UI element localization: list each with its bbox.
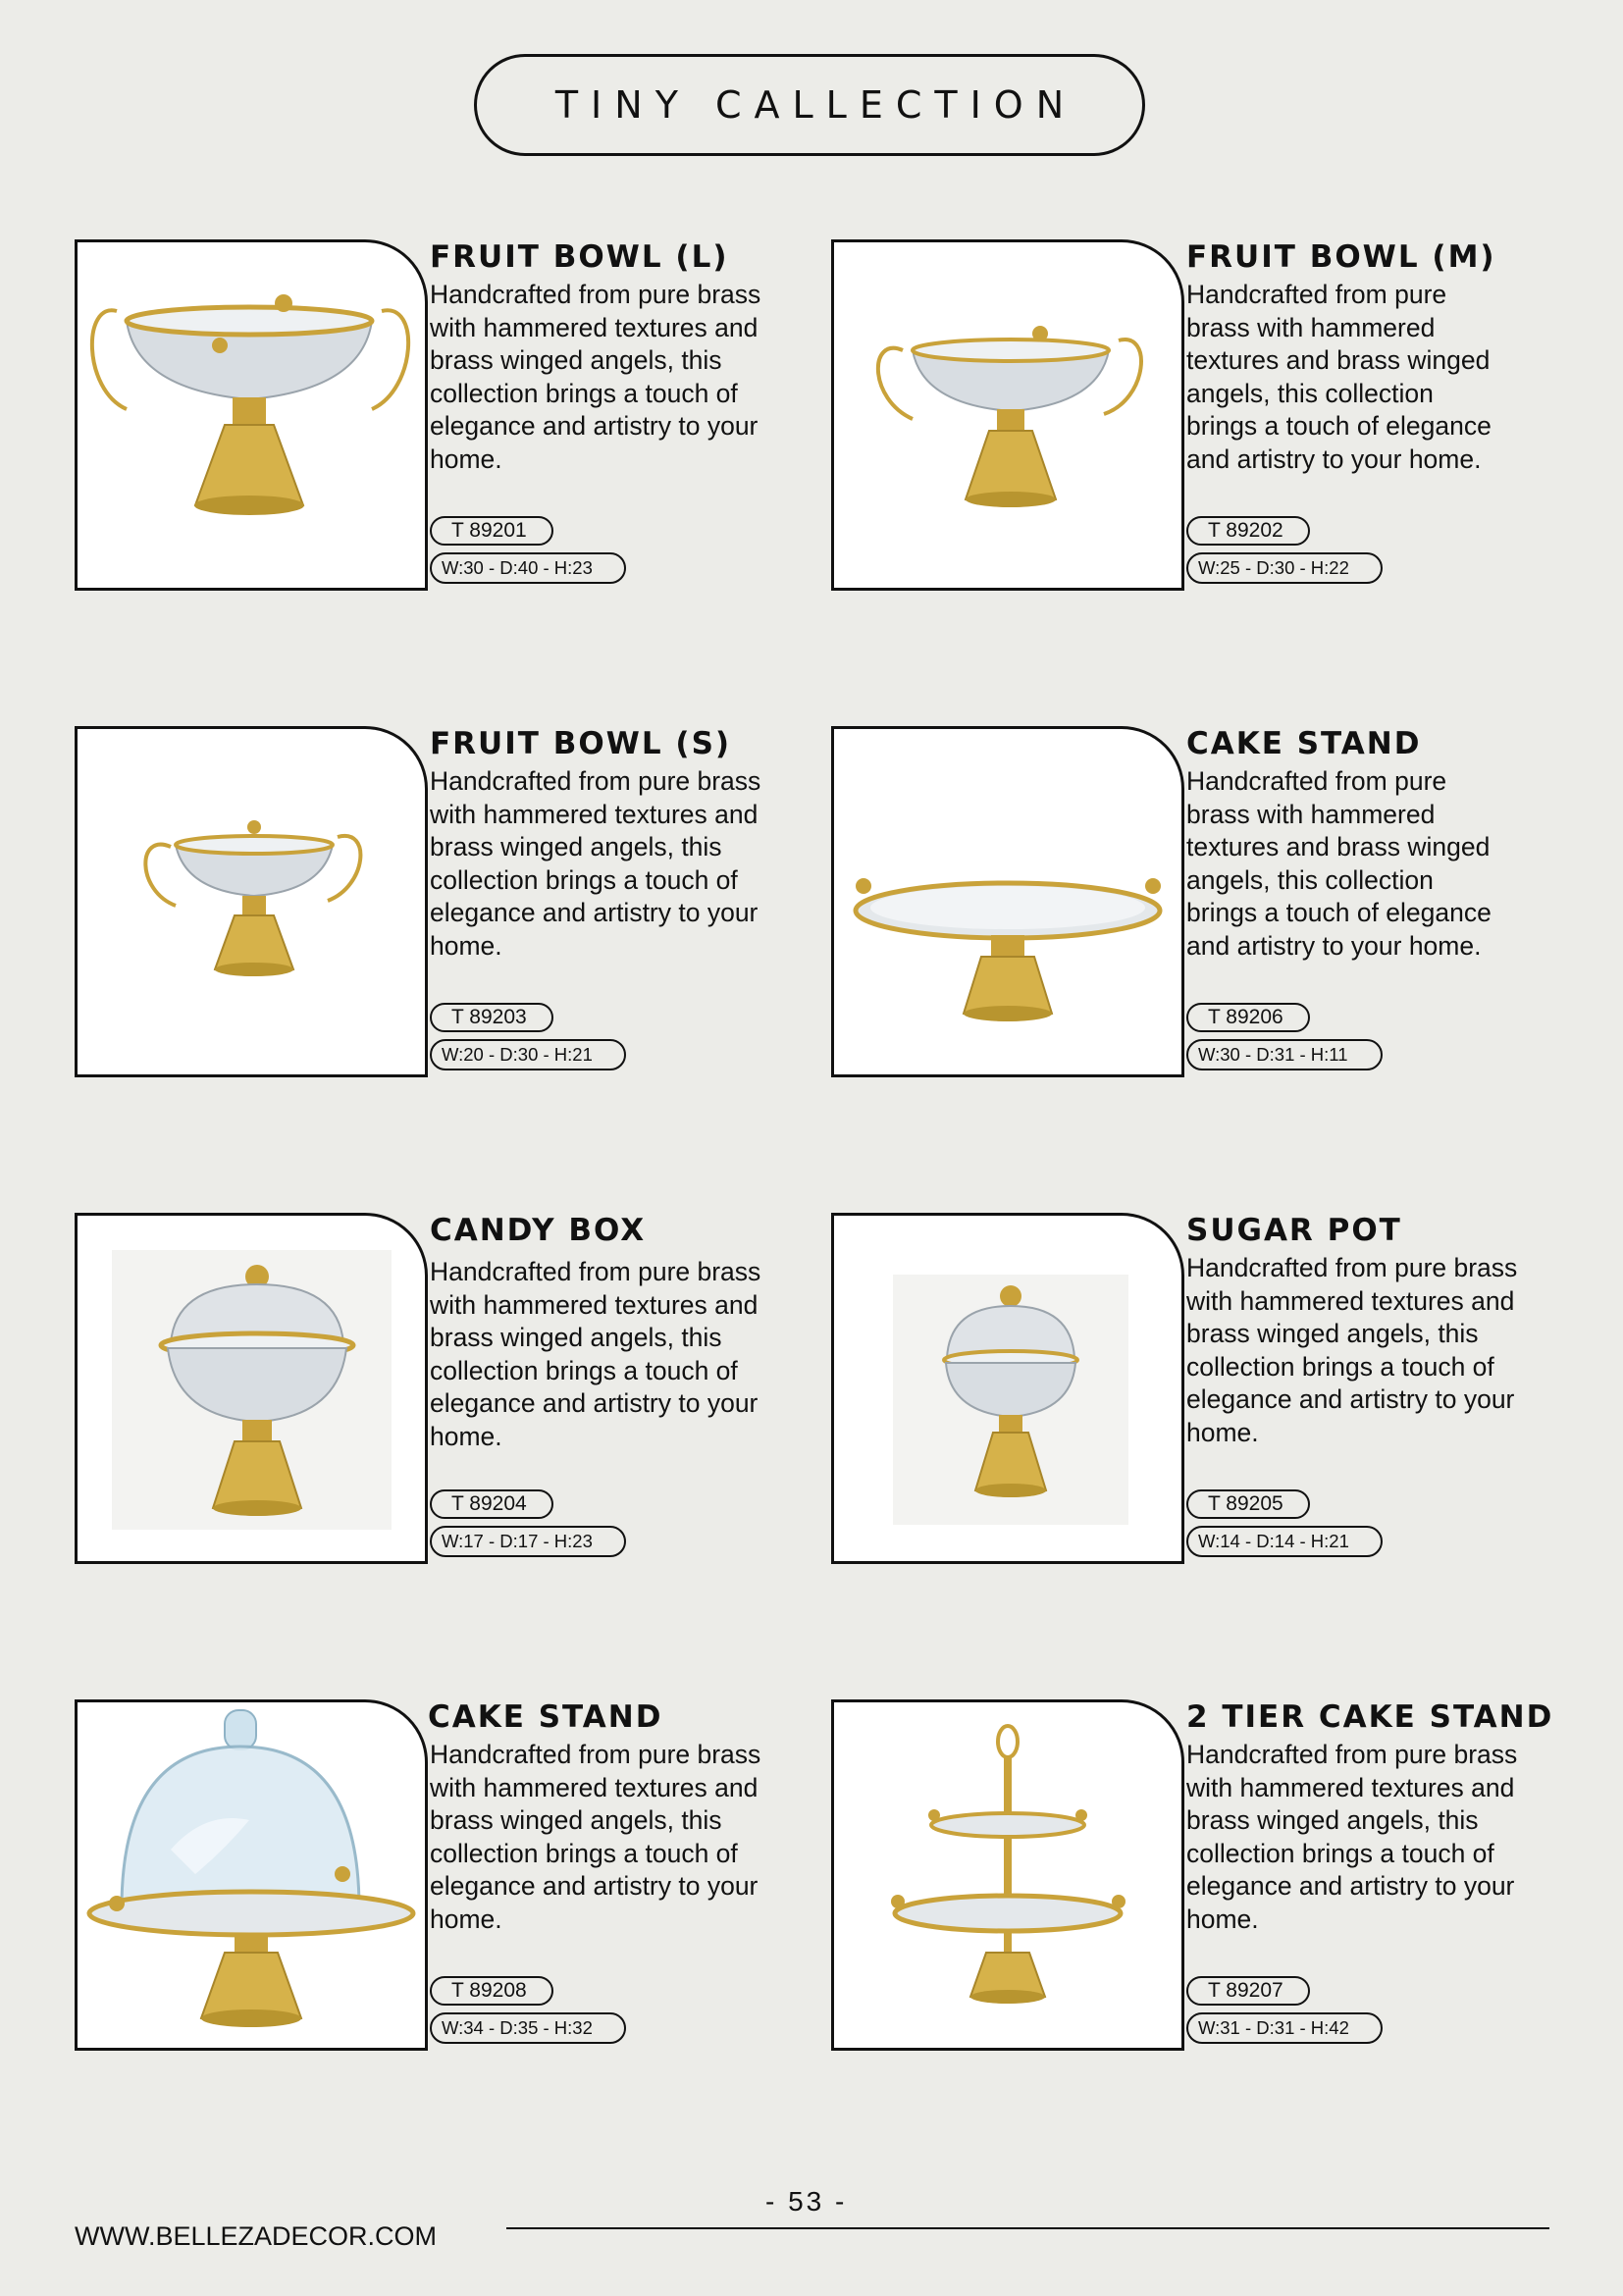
product-dimensions-badge: W:30 - D:31 - H:11 — [1186, 1039, 1383, 1070]
product-dimensions-badge: W:17 - D:17 - H:23 — [430, 1526, 626, 1557]
product-code-badge: T 89207 — [1186, 1976, 1310, 2006]
product-name: CAKE STAND — [428, 1699, 663, 1735]
product-description: Handcrafted from pure brass with hammered textures and brass winged angels, this collection brings a touch of elegance and artistry to your home. — [430, 1740, 761, 1934]
collection-title: TINY CALLECTION — [474, 54, 1145, 156]
product-description: Handcrafted from pure brass with hammered textures and brass winged angels, this collection brings a touch of elegance and artistry to your home. — [430, 280, 761, 474]
product-name: FRUIT BOWL (M) — [1186, 239, 1496, 275]
product-card — [831, 239, 1577, 593]
product-description: Handcrafted from pure brass with hammered textures and brass winged angels, this collection brings a touch of elegance and artistry to your home. — [430, 1257, 761, 1451]
product-dimensions-badge: W:25 - D:30 - H:22 — [1186, 552, 1383, 584]
product-description: Handcrafted from pure brass with hammered textures and brass winged angels, this collection brings a touch of elegance and artistry to your home. — [430, 766, 761, 961]
footer-divider — [506, 2227, 1549, 2229]
product-card — [75, 1699, 820, 2053]
product-dimensions-badge: W:14 - D:14 - H:21 — [1186, 1526, 1383, 1557]
product-card — [75, 726, 820, 1079]
product-code-badge: T 89205 — [1186, 1489, 1310, 1519]
product-description: Handcrafted from pure brass with hammered textures and brass winged angels, this collection brings a touch of elegance and artistry to your home. — [1186, 766, 1492, 961]
product-card — [831, 726, 1577, 1079]
product-code-badge: T 89203 — [430, 1003, 553, 1032]
product-code-badge: T 89206 — [1186, 1003, 1310, 1032]
product-card — [75, 239, 820, 593]
product-photo-frame — [75, 726, 428, 1077]
product-photo-frame — [75, 1213, 428, 1564]
product-code-badge: T 89201 — [430, 516, 553, 546]
fruit-bowl-medium-photo — [834, 242, 1181, 588]
product-photo-frame — [831, 1699, 1184, 2051]
fruit-bowl-small-photo — [78, 729, 425, 1074]
two-tier-cake-stand-photo — [834, 1702, 1181, 2048]
page-number: - 53 - — [765, 2186, 848, 2217]
website-url: WWW.BELLEZADECOR.COM — [75, 2221, 438, 2251]
product-name: CAKE STAND — [1186, 726, 1422, 761]
product-description: Handcrafted from pure brass with hammered textures and brass winged angels, this collection brings a touch of elegance and artistry to your home. — [1186, 280, 1492, 474]
product-card — [831, 1213, 1577, 1566]
cake-stand-glass-dome-photo — [78, 1702, 425, 2048]
product-photo-frame — [831, 1213, 1184, 1564]
product-name: 2 TIER CAKE STAND — [1186, 1699, 1554, 1735]
fruit-bowl-large-photo — [78, 242, 425, 588]
product-code-badge: T 89208 — [430, 1976, 553, 2006]
product-dimensions-badge: W:20 - D:30 - H:21 — [430, 1039, 626, 1070]
product-photo-frame — [831, 726, 1184, 1077]
product-name: SUGAR POT — [1186, 1213, 1402, 1248]
product-dimensions-badge: W:34 - D:35 - H:32 — [430, 2012, 626, 2044]
product-code-badge: T 89204 — [430, 1489, 553, 1519]
product-card — [831, 1699, 1577, 2053]
product-dimensions-badge: W:31 - D:31 - H:42 — [1186, 2012, 1383, 2044]
product-name: FRUIT BOWL (L) — [430, 239, 729, 275]
cake-stand-photo — [834, 729, 1181, 1074]
product-photo-frame — [831, 239, 1184, 591]
product-photo-frame — [75, 239, 428, 591]
sugar-pot-photo — [834, 1216, 1181, 1561]
product-dimensions-badge: W:30 - D:40 - H:23 — [430, 552, 626, 584]
product-card — [75, 1213, 820, 1566]
product-code-badge: T 89202 — [1186, 516, 1310, 546]
product-name: CANDY BOX — [430, 1213, 647, 1248]
product-description: Handcrafted from pure brass with hammered textures and brass winged angels, this collection brings a touch of elegance and artistry to your home. — [1186, 1740, 1518, 1934]
product-description: Handcrafted from pure brass with hammered textures and brass winged angels, this collection brings a touch of elegance and artistry to your home. — [1186, 1253, 1518, 1447]
product-name: FRUIT BOWL (S) — [430, 726, 732, 761]
candy-box-photo — [78, 1216, 425, 1561]
product-photo-frame — [75, 1699, 428, 2051]
